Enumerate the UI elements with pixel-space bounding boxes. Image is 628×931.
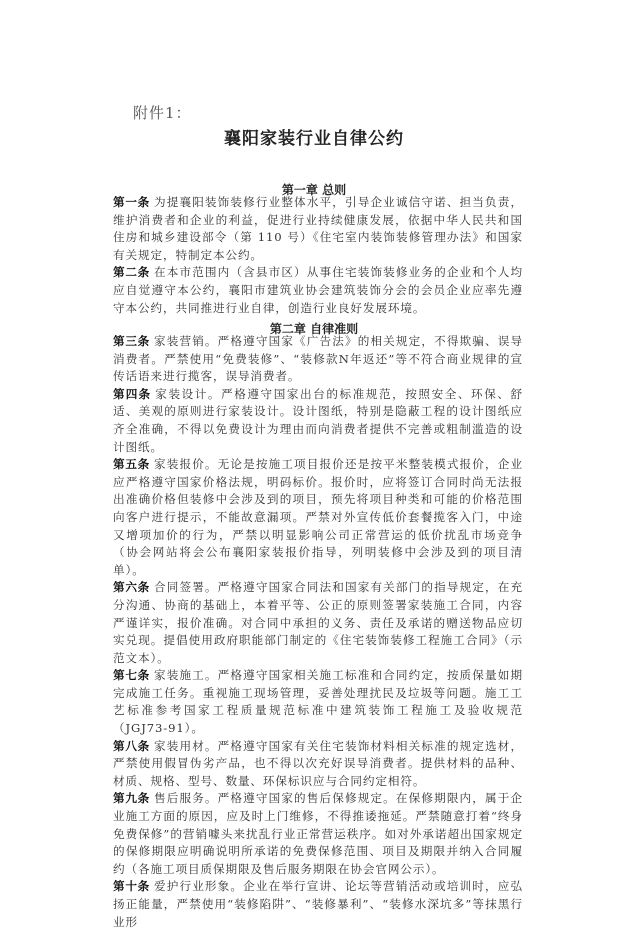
article-number: 第六条 — [113, 580, 150, 595]
article-2 — [113, 264, 523, 317]
article-text: 家装营销。严格遵守国家《广告法》的相关规定，不得欺骗、误导消费者。严禁使用“免费装修”、“装修款N年返还”等不符合商业规律的宣传话语来进行揽客，误导消费者。 — [113, 334, 523, 384]
article-number: 第十条 — [113, 879, 150, 894]
article-text: 合同签署。严格遵守国家合同法和国家有关部门的指导规定，在充分沟通、协商的基础上，本着平等、公正的原则签署家装施工合同，内容严谨详实，报价准确。对合同中承担的义务、责任及承诺的赠送物品应切实兑现。提倡使用政府职能部门制定的《住宅装饰装修工程施工合同》（示范文本）。 — [113, 580, 523, 665]
document-title: 襄阳家装行业自律公约 — [224, 129, 404, 149]
article-3 — [113, 333, 523, 386]
article-8 — [113, 738, 523, 791]
article-text: 爱护行业形象。企业在举行宣讲、论坛等营销活动或培训时，应弘扬正能量，严禁使用“装修陷阱”、“装修暴利”、“装修水深坑多”等抹黑行业形 — [113, 879, 523, 929]
article-number: 第九条 — [113, 791, 150, 806]
article-6 — [113, 579, 523, 667]
chapter-heading-1: 第一章 总则 — [281, 183, 347, 197]
article-4 — [113, 386, 523, 456]
article-text: 为提襄阳装饰装修行业整体水平，引导企业诚信守诺、担当负责，维护消费者和企业的利益，促进行业持续健康发展，依据中华人民共和国住房和城乡建设部令（第 110 号）《住宅室内装饰装修管理办法》和国家有关规定，特制定本公约。 — [113, 195, 523, 262]
article-number: 第五条 — [113, 457, 150, 472]
article-text: 家装用材。严格遵守国家有关住宅装饰材料相关标准的规定选材，严禁使用假冒伪劣产品，也不得以次充好误导消费者。提供材料的品种、材质、规格、型号、数量、环保标识应与合同约定相符。 — [113, 738, 523, 788]
article-text: 售后服务。严格遵守国家的售后保修规定。在保修期限内，属于企业施工方面的原因，应及时上门维修，不得推诿拖延。严禁随意打着“终身免费保修”的营销噱头来扰乱行业正常营运秩序。如对外承诺超出国家规定的保修期限应明确说明所承诺的免费保修范围、项目及期限并纳入合同履约（各施工项目质保期限及售后服务期限在协会官网公示）。 — [113, 791, 523, 876]
article-5 — [113, 456, 523, 579]
article-text: 家装施工。严格遵守国家相关施工标准和合同约定，按质保量如期完成施工任务。重视施工现场管理，妥善处理扰民及垃圾等问题。施工工艺标准参考国家工程质量规范标准中建筑装饰工程施工及验收规范（JGJ73-91）。 — [113, 668, 523, 736]
article-text: 家装设计。严格遵守国家出台的标准规范，按照安全、环保、舒适、美观的原则进行家装设计。设计图纸，特别是隐蔽工程的设计图纸应齐全准确，不得以免费设计为理由而向消费者提供不完善或粗制滥造的设计图纸。 — [113, 386, 523, 454]
article-9 — [113, 790, 523, 878]
article-number: 第八条 — [113, 738, 150, 753]
article-number: 第二条 — [113, 265, 150, 280]
article-number: 第四条 — [113, 386, 152, 401]
article-10 — [113, 878, 523, 931]
article-number: 第三条 — [113, 334, 150, 348]
attachment-label: 附件1： — [133, 104, 192, 122]
chapter-1-body — [113, 194, 523, 317]
article-text: 家装报价。无论是按施工项目报价还是按平米整装模式报价，企业应严格遵守国家价格法规，明码标价。报价时，应将签订合同时尚无法报出准确价格但装修中会涉及到的项目，预先将项目种类和可能的价格范围向客户进行提示，不能故意漏项。严禁对外宣传低价套餐揽客入门，中途又增项加价的行为，严禁以明显影响公司正常营运的低价扰乱市场竞争（协会网站将会公布襄阳家装报价指导，列明装修中会涉及到的项目清单）。 — [113, 457, 523, 577]
chapter-2-body — [113, 333, 523, 931]
article-1 — [113, 194, 523, 264]
chapter-heading-2: 第二章 自律准则 — [269, 322, 359, 336]
article-7 — [113, 667, 523, 737]
article-number: 第七条 — [113, 668, 150, 683]
article-number: 第一条 — [113, 195, 150, 209]
article-text: 在本市范围内（含县市区）从事住宅装饰装修业务的企业和个人均应自觉遵守本公约，襄阳市建筑业协会建筑装饰分会的会员企业应率先遵守本公约，共同推进行业自律，创造行业良好发展环境。 — [113, 265, 523, 315]
